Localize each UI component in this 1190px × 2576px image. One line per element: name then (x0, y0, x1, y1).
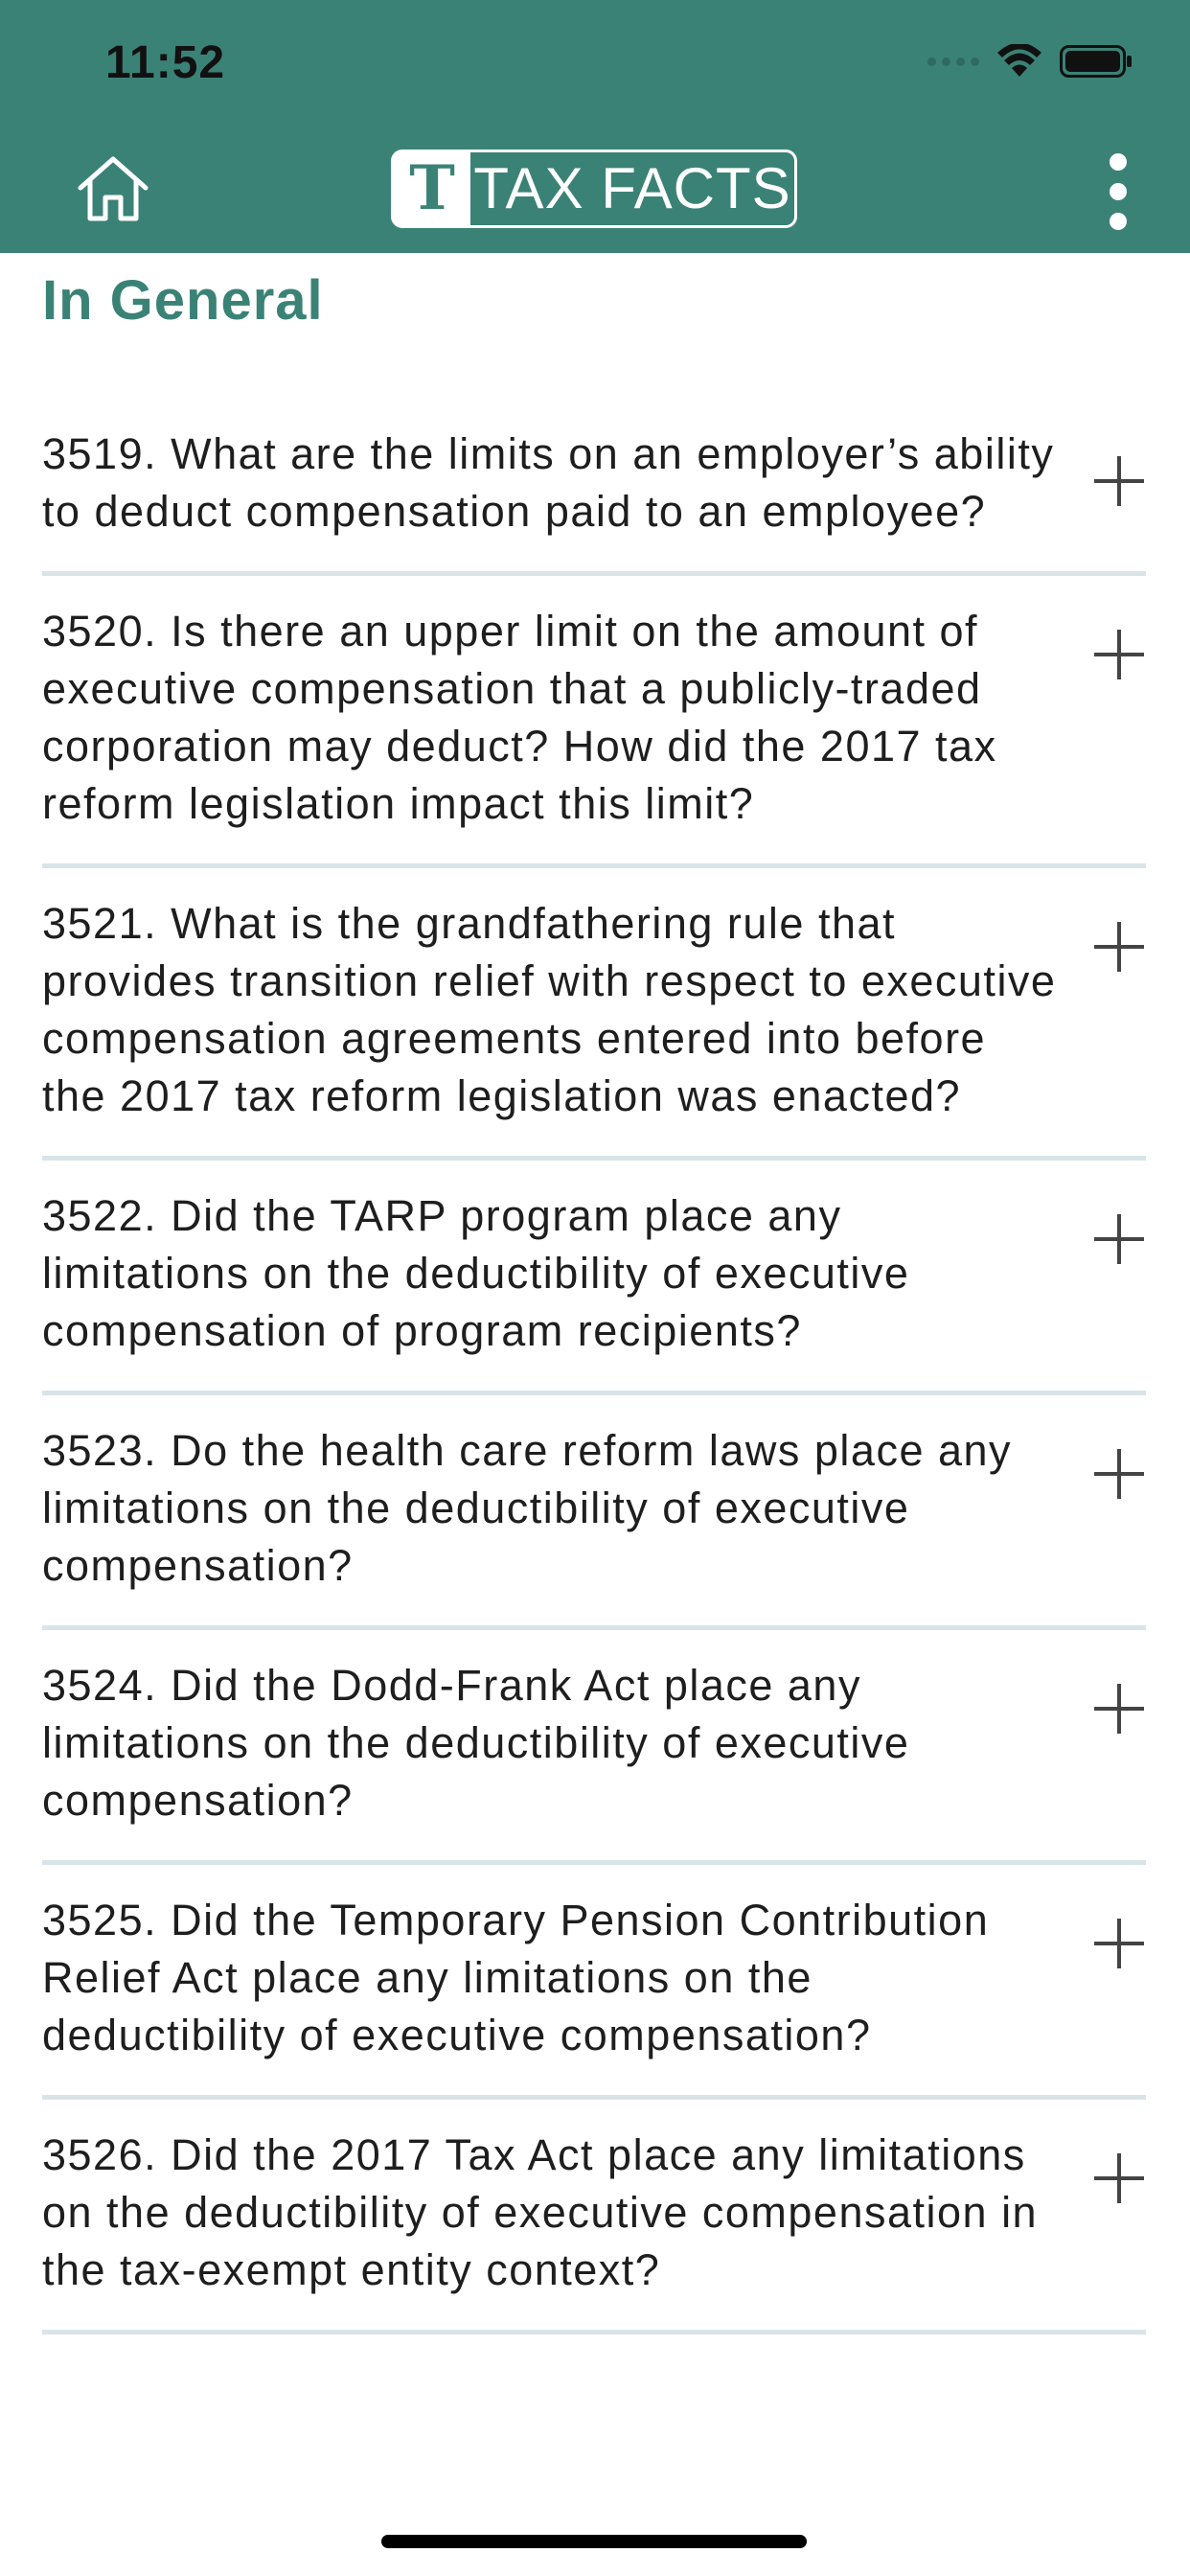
wifi-icon (996, 44, 1042, 79)
home-indicator[interactable] (381, 2535, 807, 2548)
question-text: 3521. What is the grandfathering rule that provides transition relief with respect to executive compensation agreements entered into before the 2017 tax reform legislation was enacted? (42, 899, 1057, 1120)
plus-icon[interactable] (1092, 1917, 1146, 1970)
question-text: 3519. What are the limits on an employer’s ability to deduct compensation paid to an employee? (42, 429, 1055, 536)
plus-icon[interactable] (1092, 1682, 1146, 1736)
more-vertical-icon (1110, 153, 1127, 171)
question-text: 3522. Did the TARP program place any limitations on the deductibility of executive compensation of program recipients? (42, 1191, 910, 1355)
plus-icon[interactable] (1092, 2151, 1146, 2205)
question-text: 3520. Is there an upper limit on the amount of executive compensation that a publicly-traded corporation may deduct? How did the 2017 tax reform legislation impact this limit? (42, 607, 997, 828)
home-button[interactable] (75, 153, 151, 224)
logo-mark: T (394, 152, 470, 225)
list-item[interactable] (42, 1630, 1146, 1865)
question-text: 3526. Did the 2017 Tax Act place any limitations on the deductibility of executive compensation in the tax-exempt entity context? (42, 2130, 1039, 2294)
logo-text: TAX FACTS (473, 156, 791, 220)
question-list (42, 402, 1146, 2334)
status-icons (927, 42, 1133, 80)
tax-facts-logo (391, 150, 797, 228)
app-header (0, 0, 1190, 253)
list-item[interactable] (42, 1395, 1146, 1630)
question-text: 3524. Did the Dodd-Frank Act place any limitations on the deductibility of executive compensation? (42, 1661, 910, 1825)
list-item[interactable] (42, 1865, 1146, 2100)
plus-icon[interactable] (1092, 920, 1146, 974)
question-text: 3523. Do the health care reform laws place any limitations on the deductibility of executive compensation? (42, 1426, 1013, 1590)
list-item[interactable] (42, 2100, 1146, 2334)
status-time: 11:52 (105, 37, 226, 88)
plus-icon[interactable] (1092, 454, 1146, 508)
plus-icon[interactable] (1092, 1212, 1146, 1266)
plus-icon[interactable] (1092, 1447, 1146, 1501)
list-item[interactable] (42, 1161, 1146, 1395)
list-item[interactable] (42, 576, 1146, 868)
battery-icon (1060, 44, 1133, 79)
home-icon (75, 153, 151, 224)
question-text: 3525. Did the Temporary Pension Contribution Relief Act place any limitations on the deductibility of executive compensation? (42, 1896, 990, 2059)
list-item[interactable] (42, 868, 1146, 1161)
signal-icon (927, 58, 979, 66)
section-title: In General (42, 269, 324, 332)
list-item[interactable] (42, 402, 1146, 576)
plus-icon[interactable] (1092, 628, 1146, 681)
more-options-button[interactable] (1104, 153, 1133, 230)
